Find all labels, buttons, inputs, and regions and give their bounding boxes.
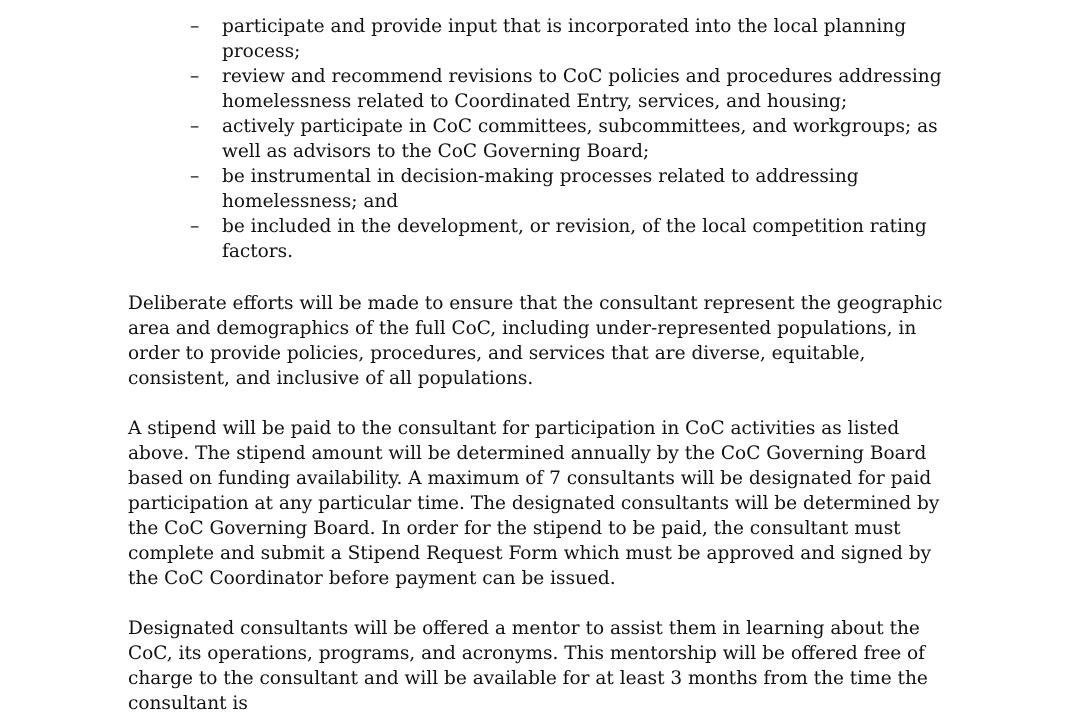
list-item-text: actively participate in CoC committees, subcommittees, and workgroups; as well as advisors to the CoC Governing Board; <box>222 116 938 162</box>
list-item-text: participate and provide input that is incorporated into the local planning process; <box>222 16 907 62</box>
list-item <box>0 64 952 114</box>
dash-marker: – <box>190 216 200 237</box>
dash-marker: – <box>190 16 200 37</box>
responsibility-list <box>0 14 1080 264</box>
list-item <box>0 164 952 214</box>
dash-marker: – <box>190 166 200 187</box>
list-item-text: be instrumental in decision-making processes related to addressing homelessness; and <box>222 166 859 212</box>
paragraph-representation: Deliberate efforts will be made to ensure that the consultant represent the geographic area and demographics of the full CoC, including under-represented populations, in order to provide policies, procedures, and services that are diverse, equitable, consistent, and inclusive of all populations. <box>128 293 943 389</box>
list-item <box>0 114 952 164</box>
list-item-text: be included in the development, or revision, of the local competition rating factors. <box>222 216 927 262</box>
dash-marker: – <box>190 116 200 137</box>
dash-marker: – <box>190 66 200 87</box>
list-item <box>0 214 952 264</box>
list-item-text: review and recommend revisions to CoC policies and procedures addressing homelessness related to Coordinated Entry, services, and housing; <box>222 66 942 112</box>
paragraph-mentorship: Designated consultants will be offered a mentor to assist them in learning about the CoC, its operations, programs, and acronyms. This mentorship will be offered free of charge to the consultant and will be available for at least 3 months from the time the consultant is <box>128 618 928 714</box>
paragraph-stipend: A stipend will be paid to the consultant for participation in CoC activities as listed above. The stipend amount will be determined annually by the CoC Governing Board based on funding availability. A maximum of 7 consultants will be designated for paid participation at any particular time. The designated consultants will be determined by the CoC Governing Board. In order for the stipend to be paid, the consultant must complete and submit a Stipend Request Form which must be approved and signed by the CoC Coordinator before payment can be issued. <box>128 418 940 589</box>
list-item <box>0 14 952 64</box>
